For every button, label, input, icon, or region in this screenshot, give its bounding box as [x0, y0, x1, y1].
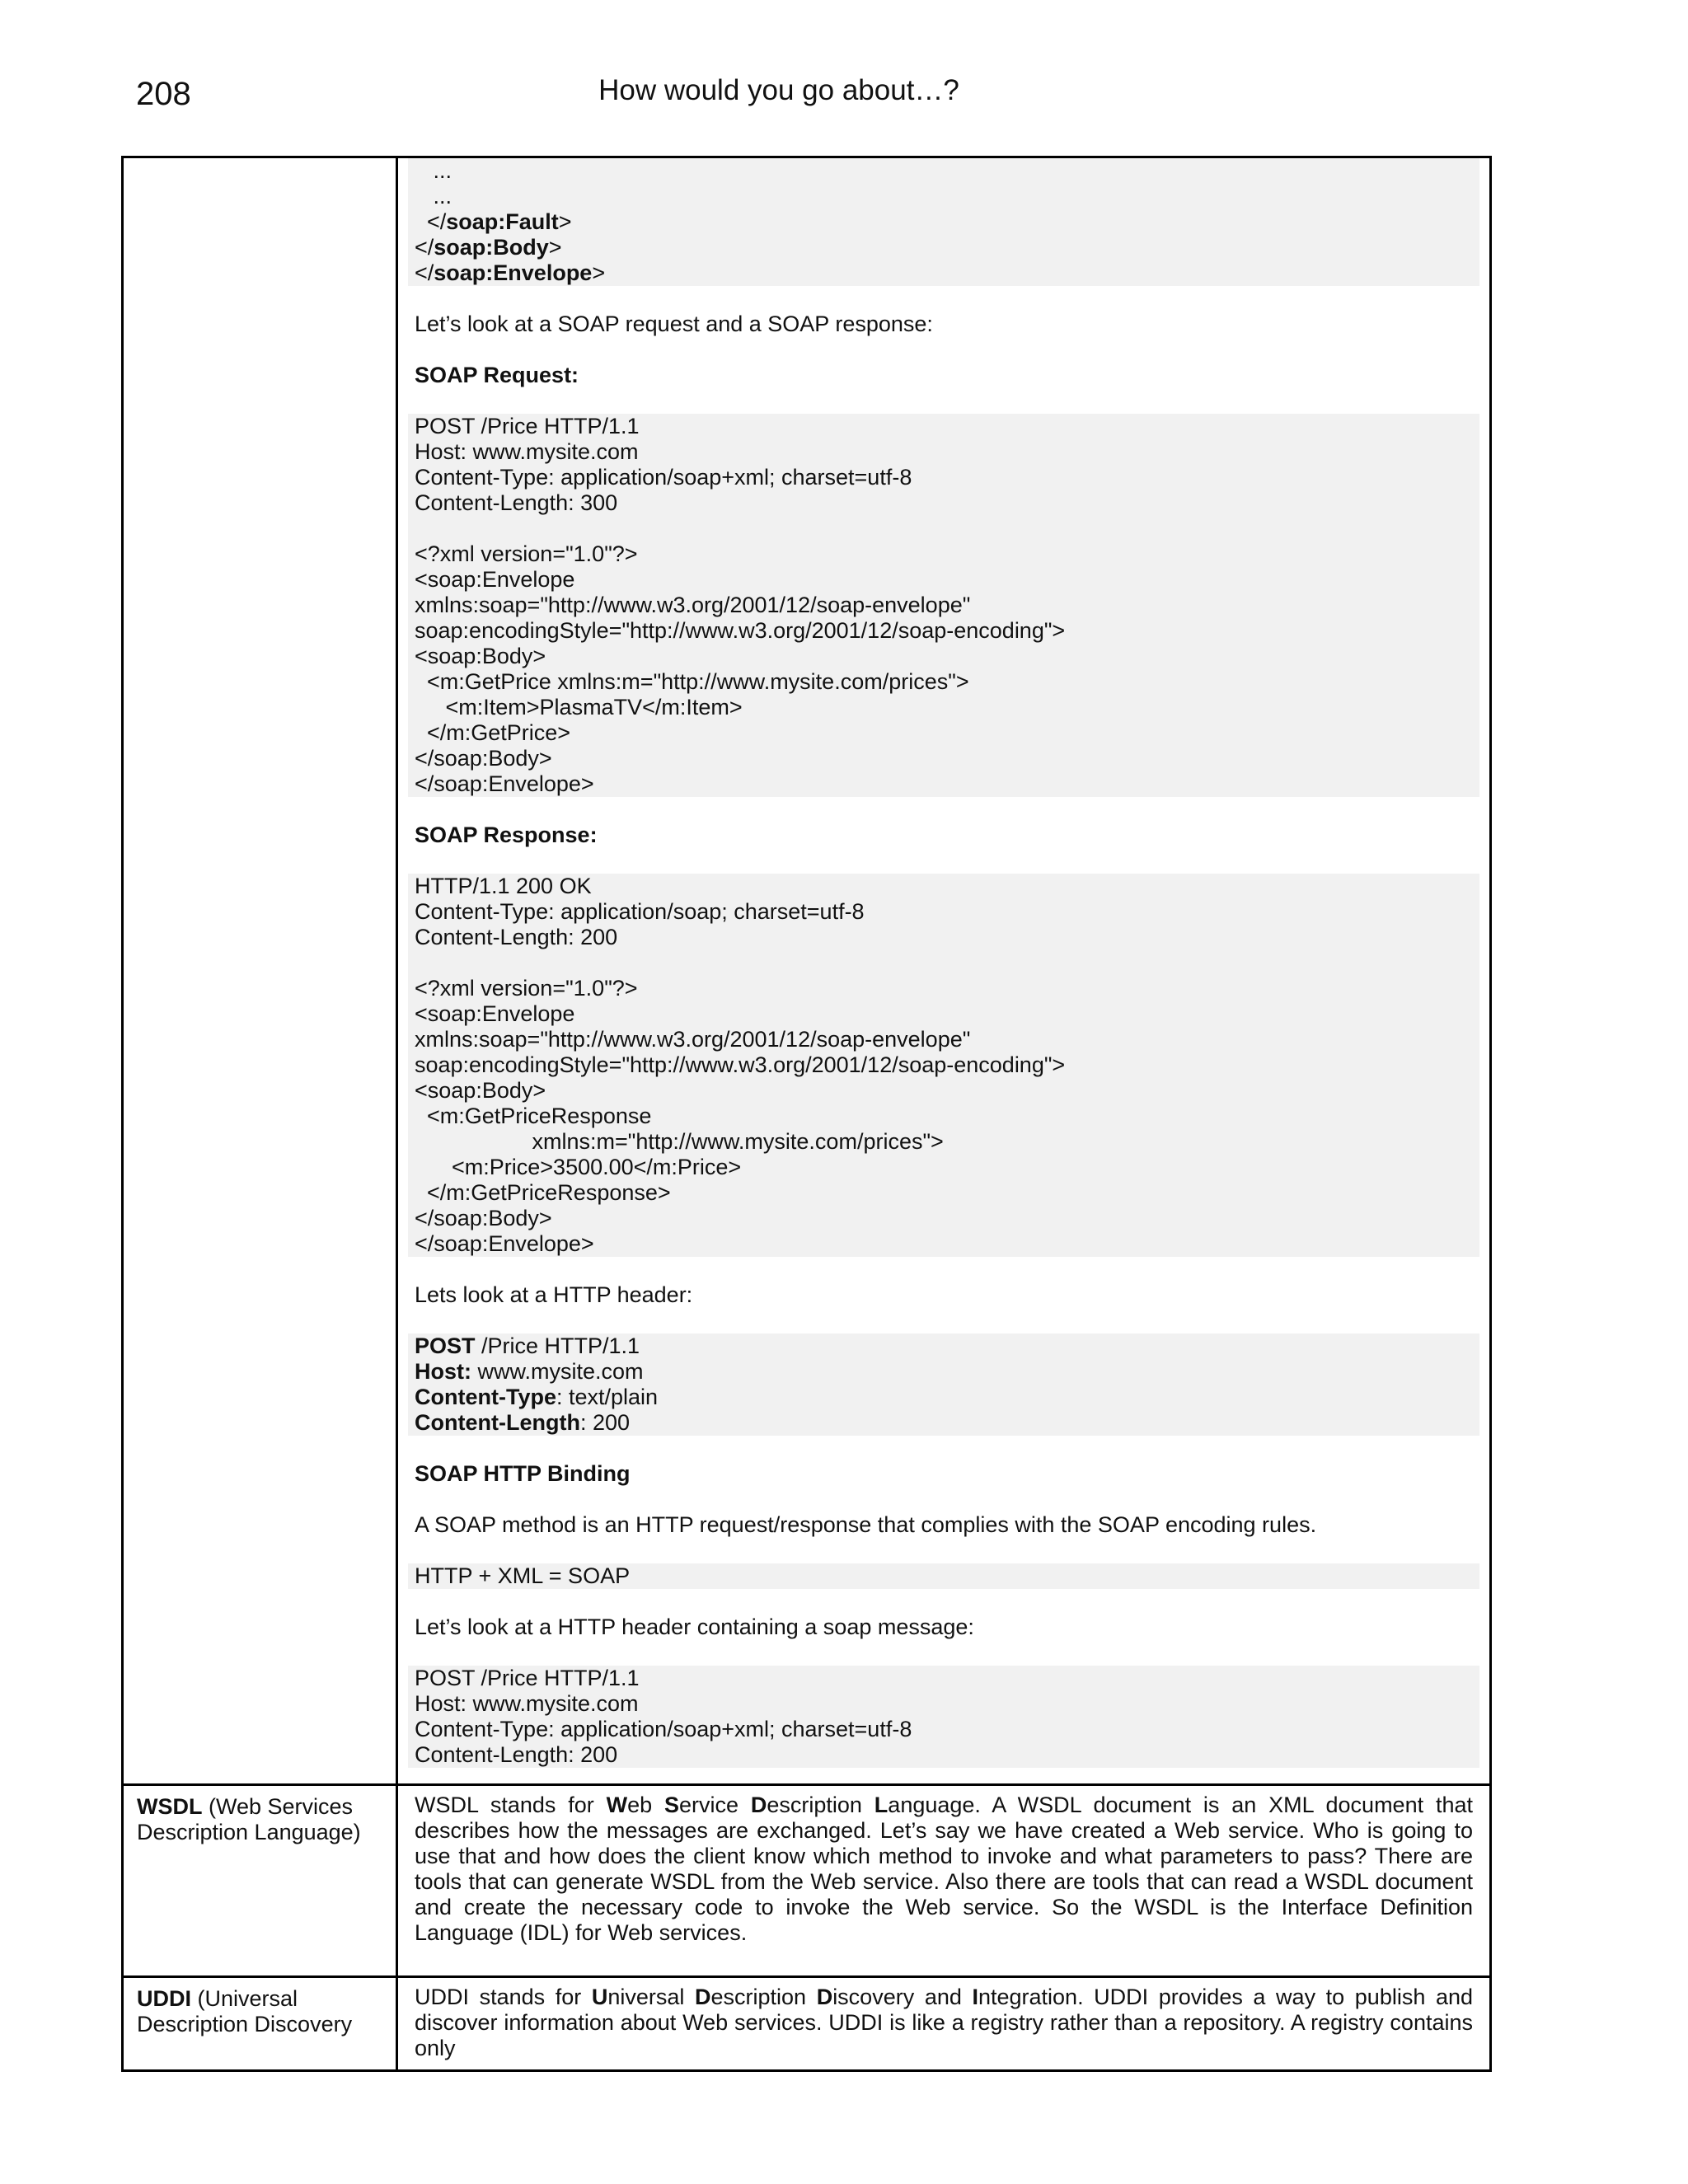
page-number: 208: [136, 76, 191, 112]
term-uddi-expansion: (Universal Description Discovery: [137, 1986, 353, 2036]
definition-cell-wsdl: [397, 1785, 1491, 1977]
table-row: [123, 1785, 1491, 1977]
soap-response-code: HTTP/1.1 200 OK Content-Type: application/soap; charset=utf-8 Content-Length: 200 <?xml version="1.0"?> <soap:Envelope xmlns:soap="http://www.w3.org/2001/12/soap-envelope" soap:encodingStyle="http://www.w3.org/2001/12/soap-encoding"> <soap:Body> <m:GetPriceResponse xmlns:m="http://www.mysite.com/prices"> <m:Price>3500.00</m:Price> </m:GetPriceResponse> </soap:Body> </soap:Envelope>: [408, 874, 1479, 1257]
intro-text: Let’s look at a SOAP request and a SOAP response:: [415, 312, 933, 336]
soap-header-code: POST /Price HTTP/1.1 Host: www.mysite.com Content-Type: application/soap+xml; charset=utf-8 Content-Length: 200: [408, 1666, 1479, 1768]
running-title: How would you go about…?: [598, 74, 959, 106]
table-row: [123, 157, 1491, 1785]
term-cell-empty: [123, 157, 397, 1785]
soap-http-binding-heading: SOAP HTTP Binding: [415, 1461, 631, 1486]
binding-text: A SOAP method is an HTTP request/response that complies with the SOAP encoding rules.: [415, 1512, 1317, 1537]
soap-header-intro: Let’s look at a HTTP header containing a soap message:: [415, 1615, 974, 1639]
code-block-fault-tail: ... ... </soap:Fault> </soap:Body> </soap:Envelope>: [408, 158, 1479, 286]
term-wsdl-expansion: (Web Services Description Language): [137, 1794, 361, 1844]
glossary-table: [121, 156, 1492, 2072]
equation-code: HTTP + XML = SOAP: [408, 1563, 1479, 1589]
uddi-definition: UDDI stands for Universal Description Discovery and Integration. UDDI provides a way to publish and discover information about Web services. UDDI is like a registry rather than a repository. A registry contains only: [415, 1985, 1474, 2060]
soap-request-code: POST /Price HTTP/1.1 Host: www.mysite.com Content-Type: application/soap+xml; charset=utf-8 Content-Length: 300 <?xml version="1.0"?> <soap:Envelope xmlns:soap="http://www.w3.org/2001/12/soap-envelope" soap:encodingStyle="http://www.w3.org/2001/12/soap-encoding"> <soap:Body> <m:GetPrice xmlns:m="http://www.mysite.com/prices"> <m:Item>PlasmaTV</m:Item> </m:GetPrice> </soap:Body> </soap:Envelope>: [408, 414, 1479, 797]
term-wsdl: WSDL: [137, 1794, 203, 1819]
soap-request-heading: SOAP Request:: [415, 363, 579, 387]
term-cell-wsdl: [123, 1785, 397, 1977]
http-header-code: POST /Price HTTP/1.1 Host: www.mysite.com Content-Type: text/plain Content-Length: 200: [408, 1333, 1479, 1436]
soap-response-heading: SOAP Response:: [415, 823, 598, 847]
http-header-intro: Lets look at a HTTP header:: [415, 1282, 693, 1307]
wsdl-definition: WSDL stands for Web Service Description Language. A WSDL document is an XML document that describes how the messages are exchanged. Let’s say we have created a Web service. Who is going to use that and how does the client know which method to invoke and what parameters to pass? There are tools that can generate WSDL from the Web service. Also there are tools that can read a WSDL document and create the necessary code to invoke the Web service. So the WSDL is the Interface Definition Language (IDL) for Web services.: [415, 1793, 1473, 1945]
term-cell-uddi: [123, 1977, 397, 2071]
definition-cell-uddi: [397, 1977, 1491, 2071]
definition-cell-soap: [397, 157, 1491, 1785]
term-uddi: UDDI: [137, 1986, 191, 2011]
table-row: [123, 1977, 1491, 2071]
